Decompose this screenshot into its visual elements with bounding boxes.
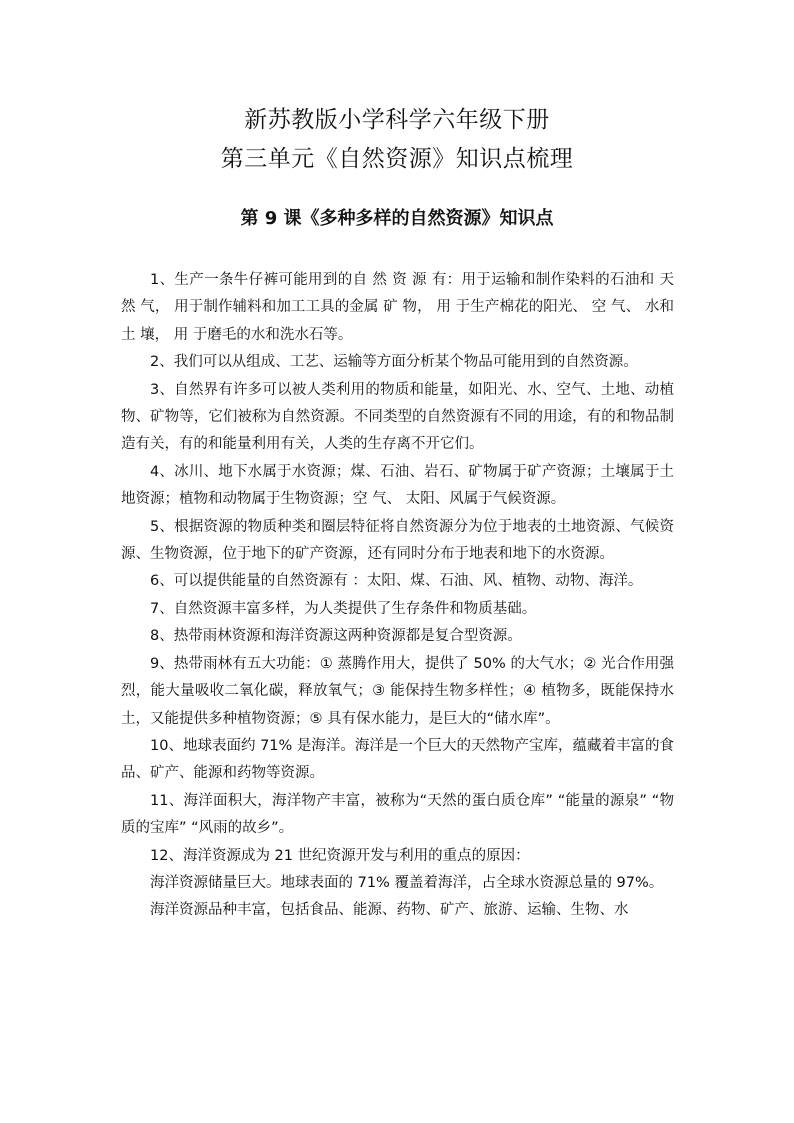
paragraph-8: 8、热带雨林资源和海洋资源这两种资源都是复合型资源。 (150, 628, 522, 645)
paragraph-3: 3、自然界有许多可以被人类利用的物质和能量，如阳光、水、空气、土地、动植物、矿物等，它们被称为自然资源。不同类型的自然资源有不同的用途，有的和物品制造有关，有的和能量利用有关，人类的生存离不开它们。 (121, 381, 674, 453)
unit-title: 第三单元《自然资源》知识点梳理 (220, 146, 574, 172)
document-body (121, 267, 674, 925)
paragraph-6: 6、可以提供能量的自然资源有 ：太阳、煤、石油、风、植物、动物、海洋。 (150, 573, 643, 590)
paragraph-1: 1、生产一条牛仔裤可能用到的自 然 资 源 有：用于运输和制作染料的石油和 天 然 气， 用于制作辅料和加工工具的金属 矿 物， 用 于生产棉花的阳光、 空 气、 水和 土 壤， 用 于磨毛的水和洗水石等。 (121, 272, 674, 343)
document-title: 新苏教版小学科学六年级下册 (244, 107, 550, 133)
lesson-title: 第 9 课《多种多样的自然资源》知识点 (240, 208, 554, 229)
paragraph-5: 5、根据资源的物质种类和圈层特征将自然资源分为位于地表的土地资源、气候资源、生物资源，位于地下的矿产资源，还有同时分布于地表和地下的水资源。 (121, 518, 674, 563)
paragraph-7: 7、自然资源丰富多样，为人类提供了生存条件和物质基础。 (150, 600, 537, 617)
paragraph-12-point-1: 海洋资源储量巨大。地球表面的 71% 覆盖着海洋，占全球水资源总量的 97%。 (150, 874, 664, 891)
paragraph-4: 4、冰川、地下水属于水资源；煤、石油、岩石、矿物属于矿产资源；土壤属于土地资源；植物和动物属于生物资源；空 气、 太阳、风属于气候资源。 (121, 463, 674, 508)
paragraph-12: 12、海洋资源成为 21 世纪资源开发与利用的重点的原因： (150, 847, 530, 864)
paragraph-12-point-2: 海洋资源品种丰富，包括食品、能源、药物、矿产、旅游、运输、生物、水 (150, 902, 629, 919)
paragraph-9: 9、热带雨林有五大功能：① 蒸腾作用大，提供了 50% 的大气水；② 光合作用强烈，能大量吸收二氧化碳，释放氧气；③ 能保持生物多样性；④ 植物多，既能保持水土，又能提供多种植物资源；⑤ 具有保水能力，是巨大的“储水库”。 (121, 655, 674, 727)
paragraph-10: 10、地球表面约 71% 是海洋。海洋是一个巨大的天然物产宝库，蕴藏着丰富的食品、矿产、能源和药物等资源。 (121, 737, 674, 782)
paragraph-2: 2、我们可以从组成、工艺、运输等方面分析某个物品可能用到的自然资源。 (150, 354, 638, 371)
paragraph-11: 11、海洋面积大，海洋物产丰富，被称为“天然的蛋白质仓库” “能量的源泉” “物质的宝库” “风雨的故乡”。 (121, 792, 674, 837)
